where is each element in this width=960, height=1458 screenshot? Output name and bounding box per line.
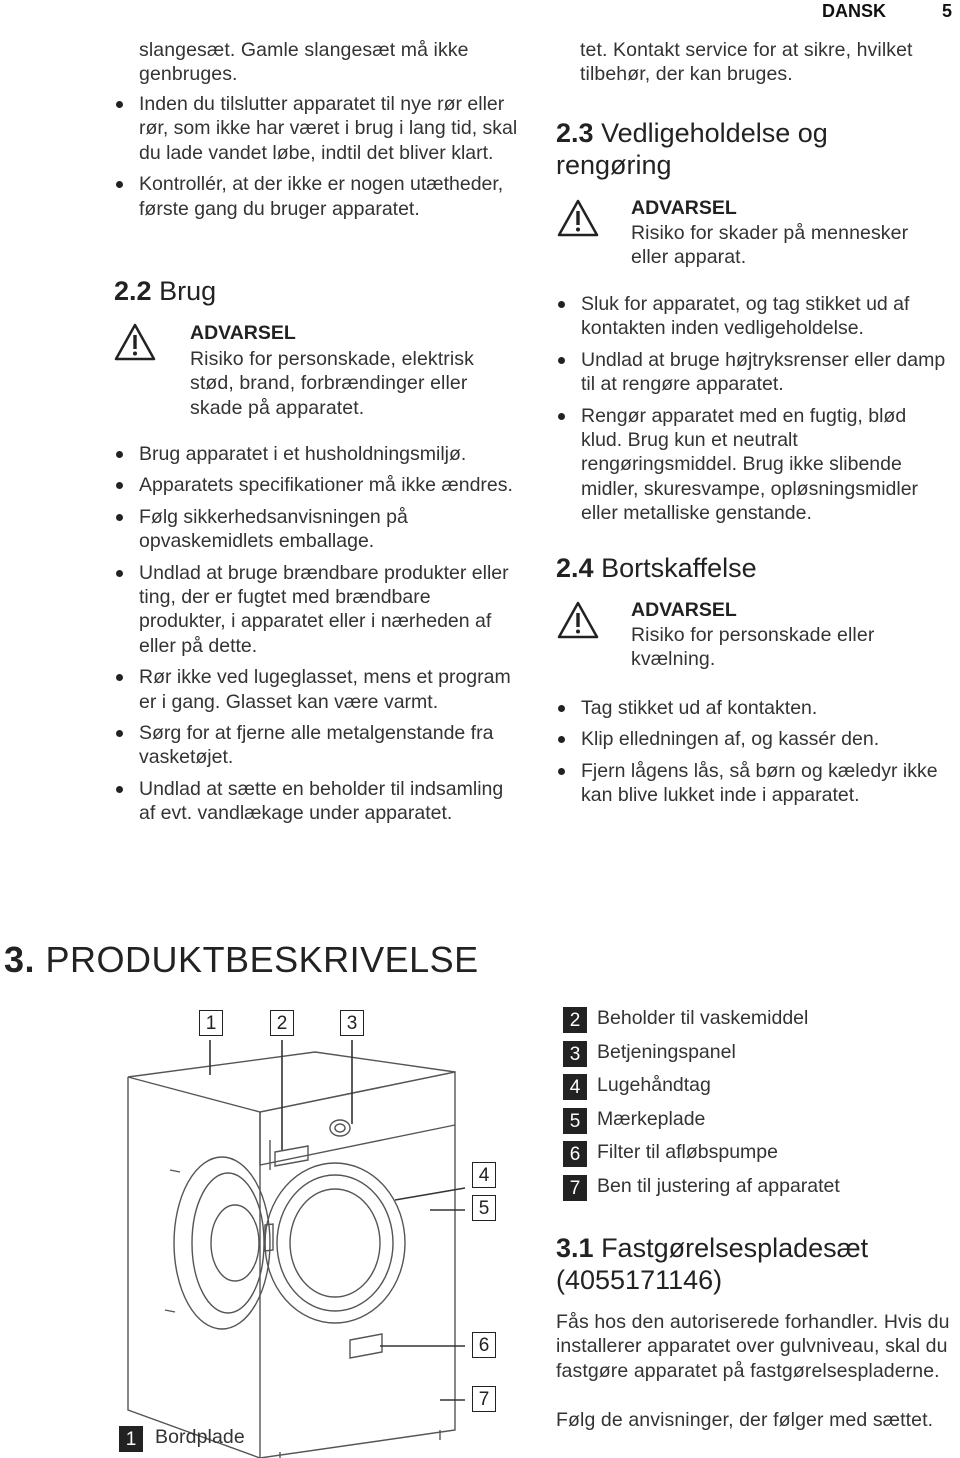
warning-icon: [556, 198, 600, 238]
section-title: Brug: [159, 276, 217, 306]
warning-text: Risiko for skader på mennesker eller apparat.: [631, 222, 909, 269]
section-2-4-heading: [556, 552, 757, 584]
section-title: PRODUKTBESKRIVELSE: [45, 939, 479, 980]
section-title: Bortskaffelse: [601, 553, 757, 583]
list-item: Sluk for apparatet, og tag stikket ud af kontakten inden vedligeholdelse.: [556, 292, 951, 341]
callout-4: 4: [472, 1162, 496, 1188]
list-item: Inden du tilslutter apparatet til nye rør eller rør, som ikke har været i brug i lang tid, skal du lade vandet løbe, indtil det bliver klart.: [114, 92, 519, 165]
callout-5: 5: [472, 1195, 496, 1221]
section-2-3-bullet-list: [556, 292, 951, 533]
legend-number: 7: [563, 1175, 587, 1201]
list-item: Sørg for at fjerne alle metalgenstande fra vasketøjet.: [114, 721, 519, 770]
list-item: Fjern lågens lås, så børn og kæledyr ikke kan blive lukket inde i apparatet.: [556, 759, 954, 808]
warning-heading: ADVARSEL: [190, 322, 296, 344]
section-title: Fastgørelsespladesæt (4055171146): [556, 1233, 869, 1295]
legend-number: 6: [563, 1141, 587, 1167]
warning-heading: ADVARSEL: [631, 599, 737, 621]
section-number: 3.: [4, 939, 36, 980]
legend-label: Betjeningspanel: [597, 1041, 736, 1063]
callout-2: 2: [270, 1010, 294, 1036]
legend-label: Ben til justering af apparatet: [597, 1175, 840, 1197]
list-item: Kontrollér, at der ikke er nogen utætheder, første gang du bruger apparatet.: [114, 172, 519, 221]
list-item: Rør ikke ved lugeglasset, mens et program er i gang. Glasset kan være varmt.: [114, 665, 519, 714]
warning-text: Risiko for personskade eller kvælning.: [631, 624, 875, 671]
intro-bullet-list: [114, 92, 519, 228]
washing-machine-illustration: [110, 1000, 510, 1458]
section-number: 2.4: [556, 553, 594, 583]
section-2-3-heading: [556, 117, 936, 181]
warning-text: Risiko for personskade, elektrisk stød, brand, forbrændinger eller skade på apparatet.: [190, 348, 474, 419]
section-title: Vedligeholdelse og rengøring: [556, 118, 828, 180]
list-item: Tag stikket ud af kontakten.: [556, 696, 954, 720]
warning-heading: ADVARSEL: [631, 197, 737, 219]
right-continuation: tet. Kontakt service for at sikre, hvilket tilbehør, der kan bruges.: [580, 39, 913, 86]
warning-icon: [113, 322, 157, 362]
language-label: DANSK: [822, 1, 887, 21]
legend-number: 2: [563, 1007, 587, 1033]
callout-6: 6: [472, 1332, 496, 1358]
section-2-4-bullet-list: [556, 696, 954, 815]
list-item: Brug apparatet i et husholdningsmiljø.: [114, 442, 519, 466]
legend-label: Filter til afløbspumpe: [597, 1141, 778, 1163]
section-3-1-text: Fås hos den autoriserede forhandler. Hvis du installerer apparatet over gulvniveau, skal du fastgøre apparatet på fastgørelsespladerne.: [556, 1311, 950, 1382]
intro-continuation: slangesæt. Gamle slangesæt må ikke genbruges.: [139, 39, 469, 86]
list-item: Rengør apparatet med en fugtig, blød klud. Brug kun et neutralt rengøringsmiddel. Brug ikke slibende midler, skuresvampe, opløsningsmidler eller metalliske genstande.: [556, 404, 951, 526]
section-number: 3.1: [556, 1233, 594, 1263]
list-item: Undlad at bruge højtryksrenser eller damp til at rengøre apparatet.: [556, 348, 951, 397]
section-3-heading: [4, 940, 479, 980]
section-3-1-text-2: Følg de anvisninger, der følger med sættet.: [556, 1409, 934, 1431]
page-number: 5: [942, 1, 953, 21]
section-number: 2.2: [114, 276, 152, 306]
legend-number: 3: [563, 1041, 587, 1067]
section-number: 2.3: [556, 118, 594, 148]
callout-3: 3: [340, 1010, 364, 1036]
list-item: Apparatets specifikationer må ikke ændres.: [114, 473, 519, 497]
warning-icon: [556, 600, 600, 640]
legend-number: 5: [563, 1108, 587, 1134]
legend-label: Lugehåndtag: [597, 1074, 711, 1096]
legend-label: Mærkeplade: [597, 1108, 706, 1130]
legend-label: Beholder til vaskemiddel: [597, 1007, 809, 1029]
section-2-2-heading: [114, 275, 216, 307]
section-3-1-heading: [556, 1232, 946, 1296]
callout-7: 7: [472, 1386, 496, 1412]
page-header: [822, 0, 953, 22]
list-item: Undlad at sætte en beholder til indsamling af evt. vandlækage under apparatet.: [114, 777, 519, 826]
list-item: Følg sikkerhedsanvisningen på opvaskemidlets emballage.: [114, 505, 519, 554]
legend-number: 1: [119, 1426, 143, 1452]
callout-1: 1: [199, 1010, 223, 1036]
list-item: Undlad at bruge brændbare produkter eller ting, der er fugtet med brændbare produkter, i apparatet eller i nærheden af eller på dette.: [114, 561, 519, 659]
legend-label: Bordplade: [155, 1426, 245, 1448]
legend-number: 4: [563, 1074, 587, 1100]
list-item: Klip elledningen af, og kassér den.: [556, 727, 954, 751]
section-2-2-bullet-list: [114, 442, 519, 833]
